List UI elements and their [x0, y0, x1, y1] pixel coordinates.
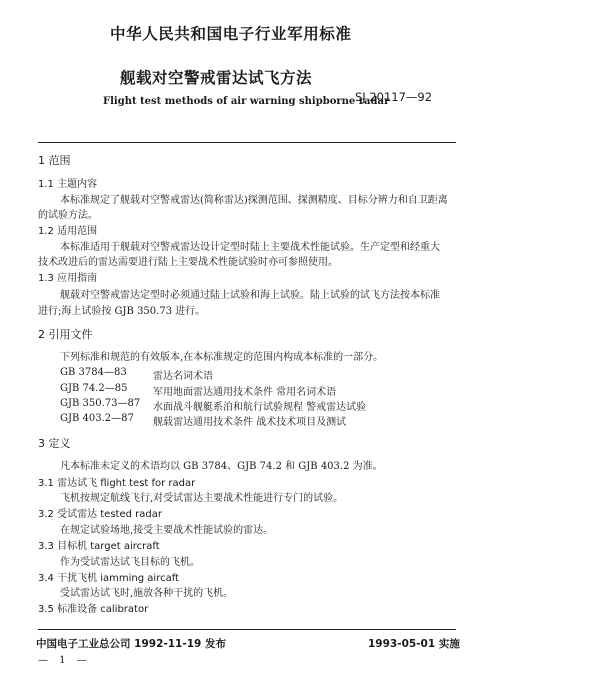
section-3-heading: 3 定义	[38, 437, 71, 450]
term-heading: 3.1 雷达试飞 flight test for radar	[38, 478, 196, 489]
reference-code: GB 3784—83	[60, 367, 127, 378]
reference-code: GJB 350.73—87	[60, 398, 141, 409]
issuing-organization: 中华人民共和国电子行业军用标准	[110, 25, 352, 43]
term-definition: 在规定试验场地,接受主要战术性能试验的雷达。	[60, 525, 274, 536]
reference-name: 雷达名词术语	[153, 371, 213, 382]
term-heading: 3.5 标准设备 calibrator	[38, 604, 149, 615]
footer-divider	[38, 629, 456, 630]
reference-row	[60, 367, 460, 381]
reference-name: 水面战斗舰艇系泊和航行试验规程 警戒雷达试验	[153, 402, 367, 413]
standard-number: SJ 20117—92	[355, 90, 433, 104]
page-number: — 1 —	[38, 655, 91, 666]
effective-date: 1993-05-01 实施	[368, 638, 460, 650]
term-heading: 3.4 干扰飞机 iamming aircaft	[38, 573, 179, 584]
reference-row	[60, 398, 460, 412]
reference-code: GJB 403.2—87	[60, 413, 134, 424]
term-definition: 作为受试雷达试飞目标的飞机。	[60, 557, 200, 568]
section-2-heading: 2 引用文件	[38, 328, 93, 341]
reference-name: 军用地面雷达通用技术条件 常用名词术语	[153, 387, 337, 398]
reference-row	[60, 383, 460, 397]
paragraph-line: 本标准适用于舰载对空警戒雷达设计定型时陆上主要战术性能试验。生产定型和经重大	[60, 242, 440, 253]
reference-row	[60, 413, 460, 427]
paragraph-line: 的试验方法。	[38, 210, 98, 221]
section-1-3-heading: 1.3 应用指南	[38, 273, 98, 284]
reference-name: 舰载雷达通用技术条件 战术技术项目及测试	[153, 417, 347, 428]
section-1-2-heading: 1.2 适用范围	[38, 226, 98, 237]
definitions-intro: 凡本标准未定义的术语均以 GB 3784、GJB 74.2 和 GJB 403.2 为准。	[60, 461, 383, 472]
issue-date: 中国电子工业总公司 1992-11-19 发布	[36, 638, 226, 650]
term-definition: 飞机按规定航线飞行,对受试雷达主要战术性能进行专门的试验。	[60, 493, 344, 504]
references-intro: 下列标准和规范的有效版本,在本标准规定的范围内构成本标准的一部分。	[60, 352, 384, 363]
paragraph-line: 进行;海上试验按 GJB 350.73 进行。	[38, 306, 206, 317]
section-1-1-heading: 1.1 主题内容	[38, 179, 98, 190]
term-heading: 3.3 目标机 target aircraft	[38, 541, 160, 552]
term-definition: 受试雷达试飞时,施放各种干扰的飞机。	[60, 588, 234, 599]
section-1-heading: 1 范围	[38, 154, 71, 167]
paragraph-line: 技术改进后的雷达需要进行陆上主要战术性能试验时亦可参照使用。	[38, 257, 338, 268]
document-title-english: Flight test methods of air warning shipborne radar	[103, 96, 390, 107]
paragraph-line: 本标准规定了舰载对空警戒雷达(简称雷达)探测范围、探测精度、目标分辨力和自卫距离	[60, 195, 448, 206]
header-divider	[38, 142, 456, 143]
reference-code: GJB 74.2—85	[60, 383, 128, 394]
document-title-chinese: 舰载对空警戒雷达试飞方法	[120, 69, 313, 87]
term-heading: 3.2 受试雷达 tested radar	[38, 509, 162, 520]
paragraph-line: 舰载对空警戒雷达定型时必须通过陆上试验和海上试验。陆上试验的试飞方法按本标准	[60, 290, 440, 301]
